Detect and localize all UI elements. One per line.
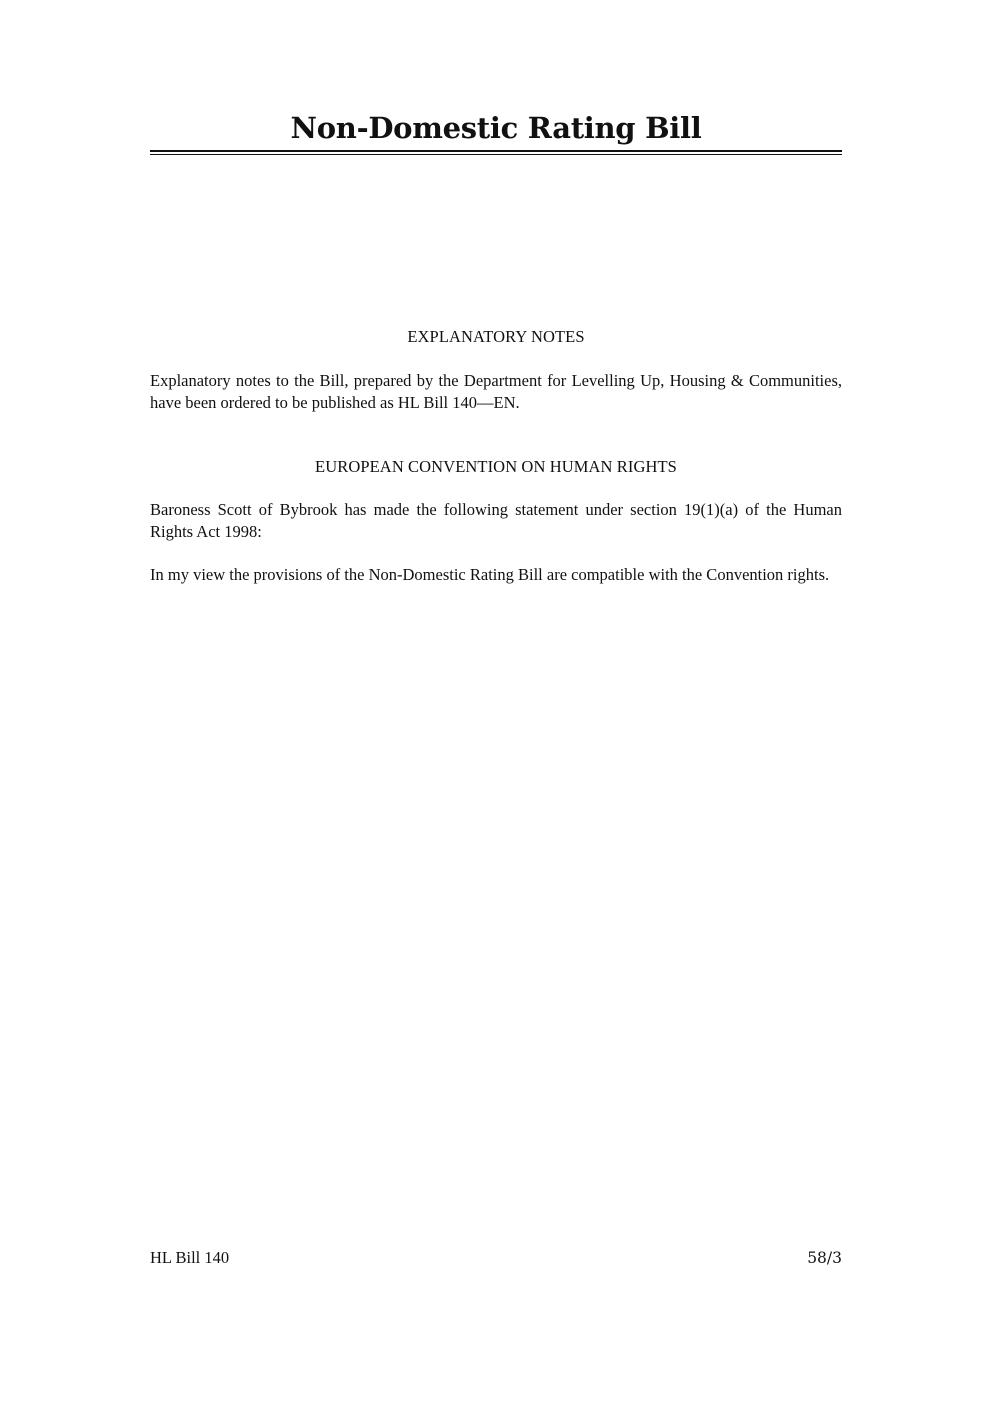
explanatory-notes-heading: EXPLANATORY NOTES: [407, 327, 585, 346]
explanatory-notes-paragraph: Explanatory notes to the Bill, prepared by the Department for Levelling Up, Housing & Communities, have been ordered to be published as HL Bill 140—EN.: [150, 371, 842, 412]
footer-print-number: 58/3: [807, 1249, 842, 1267]
title-rule-thin: [150, 154, 842, 155]
document-title: Non-Domestic Rating Bill: [290, 111, 702, 145]
compatibility-paragraph: In my view the provisions of the Non-Domestic Rating Bill are compatible with the Convention rights.: [150, 565, 830, 584]
echr-heading: EUROPEAN CONVENTION ON HUMAN RIGHTS: [315, 457, 677, 476]
echr-statement-paragraph: Baroness Scott of Bybrook has made the following statement under section 19(1)(a) of the Human Rights Act 1998:: [150, 500, 842, 541]
footer-bill-reference: HL Bill 140: [150, 1248, 230, 1267]
title-rule-thick: [150, 150, 842, 152]
